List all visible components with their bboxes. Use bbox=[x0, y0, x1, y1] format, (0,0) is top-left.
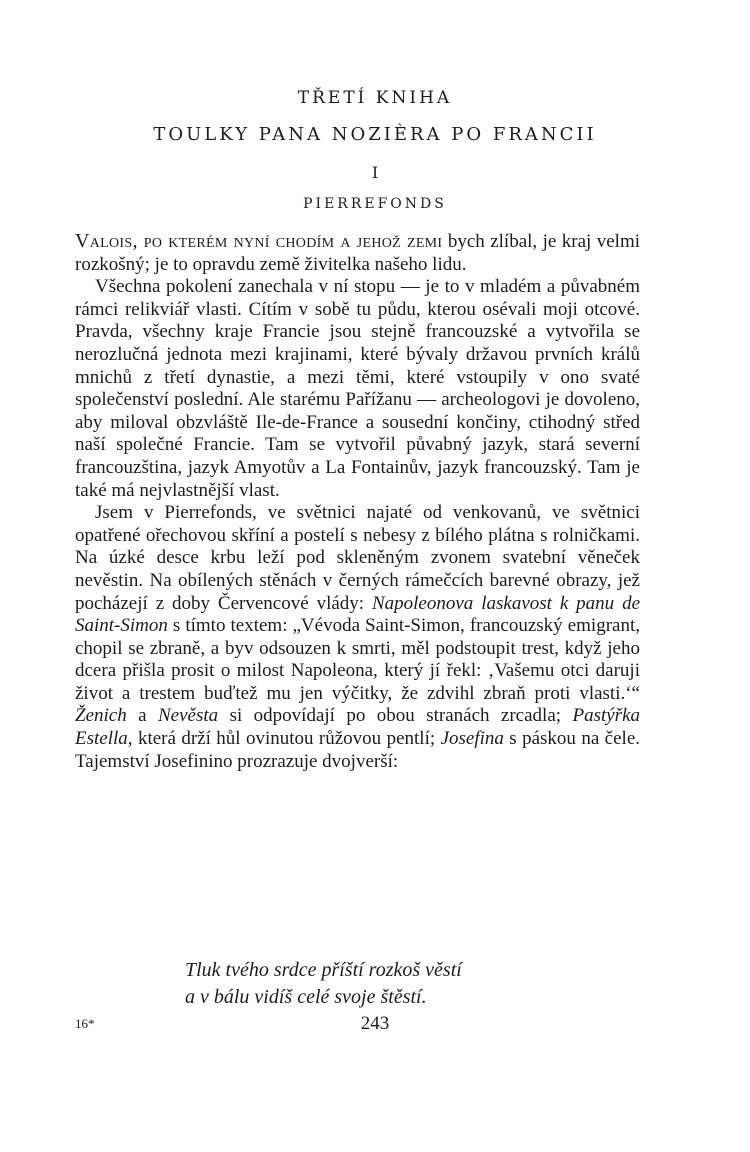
page-number: 243 bbox=[360, 1013, 390, 1034]
book-heading: TŘETÍ KNIHA bbox=[297, 88, 453, 108]
paragraph-2: Všechna pokolení zanechala v ní stopu — je to v mladém a půvabném rámci relikviář vlasti. Cítím v sobě tu půdu, kterou osévali moji otcové. Pravda, všechny kraje Francie jsou stejně francouzské a vytvořila se nerozlučná jednota mezi krajinami, které bývaly državou prvních králů mnichů z třetí dynastie, a mezi těmi, které vstoupily v ono svaté společenství poslední. Ale starému Pařížanu — archeologovi je dovoleno, aby miloval obzvláště Ile-de-France a sousední končiny, ctihodný střed naší společné Francie. Tam se vytvořil půvabný jazyk, stará severní francouzština, jazyk Amyotův a La Fontainův, jazyk francouzský. Tam je také má nejvlastnější vlast. bbox=[75, 276, 640, 501]
paragraph-3-text-c: a bbox=[126, 705, 158, 727]
chapter-title: PIERREFONDS bbox=[303, 196, 447, 212]
signature-mark: 16* bbox=[75, 1016, 95, 1031]
painting-title-napoleon: Napoleonova laskavost k panu de Saint-Simon bbox=[75, 592, 640, 637]
paragraph-1 bbox=[75, 230, 640, 276]
painting-title-josefina: Josefina bbox=[440, 728, 504, 750]
paragraph-3-text-b: s tímto textem: „Vévoda Saint-Simon, francouzský emigrant, chopil se zbraně, a byv odsouzen k smrti, měl podstoupit trest, když jeho dcera přišla prosit o milost Napoleona, který jí řekl: ‚Vašemu otci daruji život a trestem buďtež mu jen výčitky, že zdvihl zbraň proti vlasti.‘“ bbox=[75, 615, 640, 704]
opening-small-caps: Valois, po kterém nyní chodím a jehož zemi bbox=[75, 230, 443, 252]
work-title: TOULKY PANA NOZIÈRA PO FRANCII bbox=[153, 124, 597, 145]
paragraph-1-text: bych zlíbal, je kraj velmi rozkošný; je to opravdu země živitelka našeho lidu. bbox=[75, 231, 640, 275]
verse-line-2: a v bálu vidíš celé svoje štěstí. bbox=[185, 986, 427, 1008]
painting-title-zenich: Ženich bbox=[75, 705, 127, 727]
couplet bbox=[185, 957, 462, 1011]
paragraph-3-text-a: Jsem v Pierrefonds, ve světnici najaté od venkovanů, ve světnici opatřené ořechovou skříní a postelí s nebesy z bílého plátna s rolničkami. Na úzké desce krbu leží pod skleněným zvonem svatební věneček nevěstin. Na obílených stěnách v černých rámečcích barevné obrazy, jež pocházejí z doby Červencové vlády: bbox=[75, 502, 640, 614]
paragraph-3-text-e: která drží hůl ovinutou růžovou pentlí; bbox=[132, 728, 441, 750]
paragraph-3 bbox=[75, 502, 640, 773]
painting-title-pastyrka: Pastýřka Estella, bbox=[75, 705, 641, 750]
painting-title-nevesta: Nevěsta bbox=[158, 705, 219, 727]
chapter-number: I bbox=[371, 163, 379, 182]
body-text bbox=[75, 230, 640, 773]
verse-line-1: Tluk tvého srdce příští rozkoš věstí bbox=[185, 959, 462, 981]
paragraph-3-text-f: s páskou na čele. Tajemství Josefinino prozrazuje dvojverší: bbox=[75, 728, 641, 772]
paragraph-3-text-d: si odpovídají po obou stranách zrcadla; bbox=[218, 705, 573, 727]
